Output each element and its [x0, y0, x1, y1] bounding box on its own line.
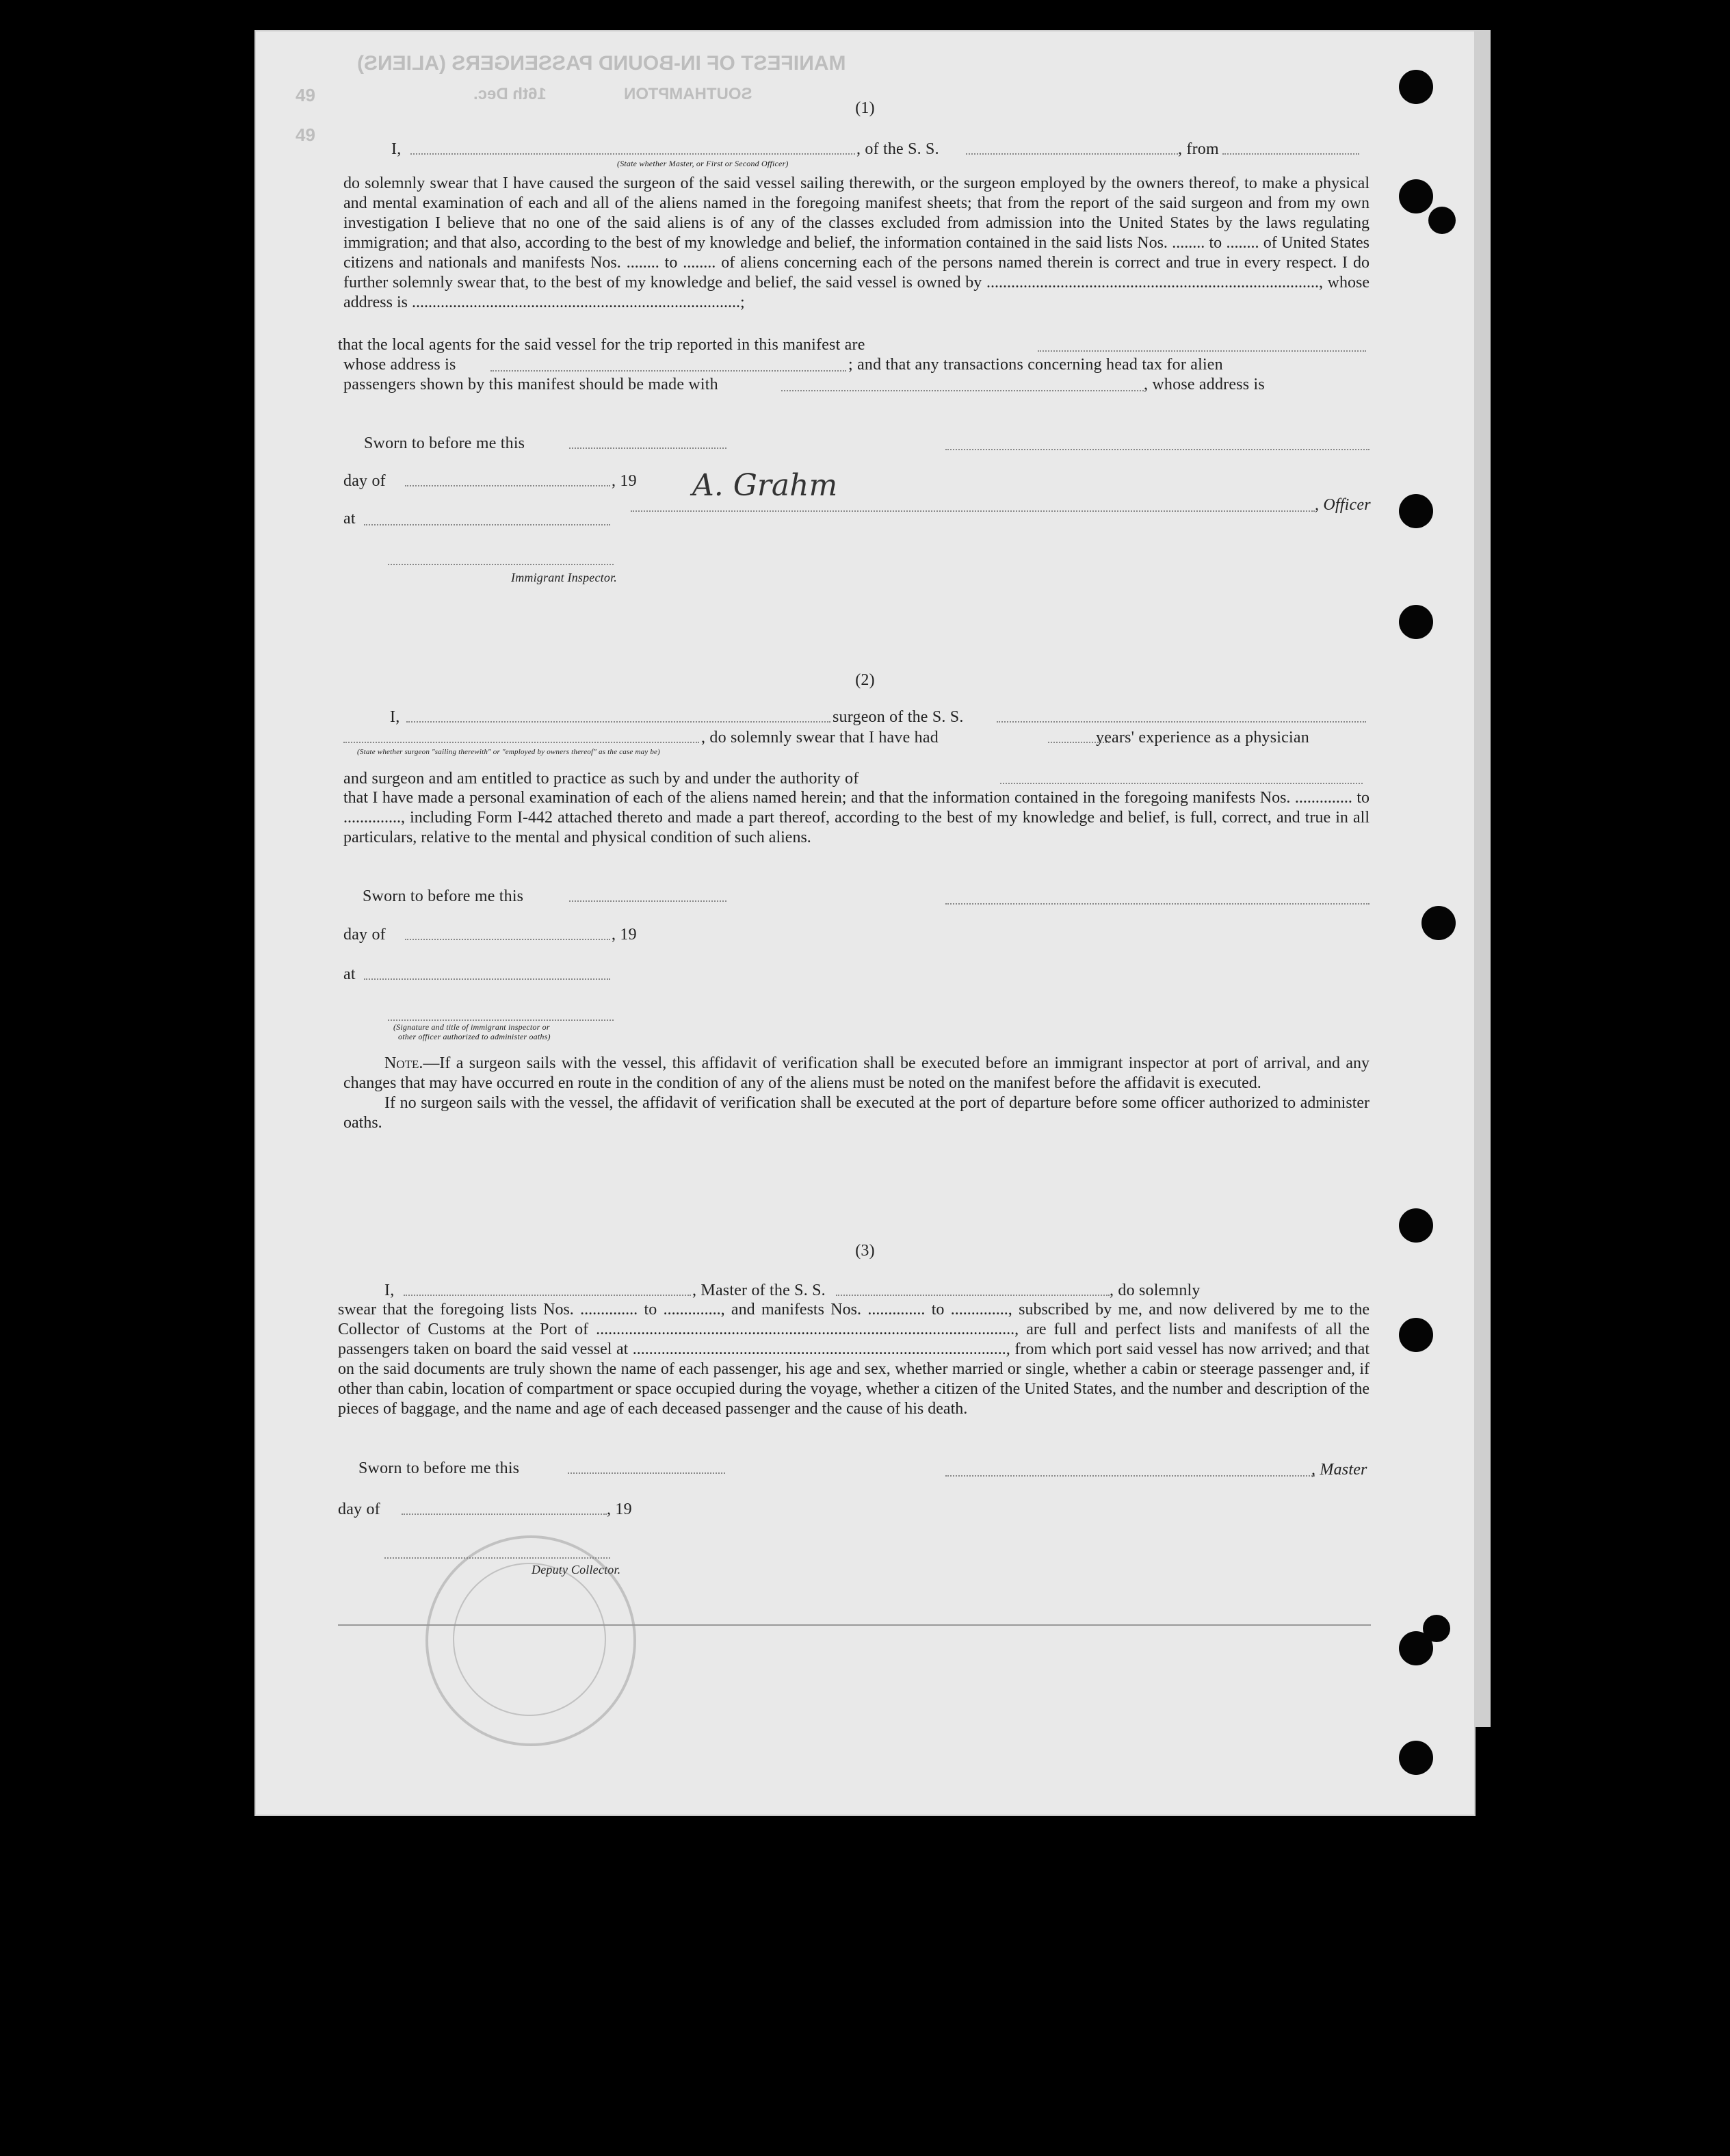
do-solemnly-label: , do solemnly: [1110, 1282, 1201, 1299]
section-2-number: (2): [855, 671, 875, 689]
customs-stamp-inner-ring: [453, 1563, 606, 1716]
of-the-ss-label: , of the S. S.: [856, 140, 939, 158]
immigrant-inspector-label: Immigrant Inspector.: [511, 571, 617, 584]
section-2-year-label: , 19: [612, 926, 637, 944]
from-label: , from: [1178, 140, 1219, 158]
surgeon-signature-line: [945, 903, 1369, 905]
binder-hole-icon: [1421, 906, 1456, 940]
section-1-oath: [343, 174, 1369, 313]
binder-hole-icon: [1423, 1615, 1450, 1642]
bleed-through-port: SOUTHAMPTON: [624, 85, 752, 103]
section-2-i: I,: [390, 708, 400, 726]
whose-address-is-text: , whose address is: [1144, 376, 1265, 393]
master-label: , Master: [1311, 1461, 1367, 1479]
officer-signature-line: [631, 510, 1315, 512]
section-2-day-line: [405, 939, 610, 940]
section-2-vessel-line: [997, 721, 1366, 723]
binder-hole-icon: [1399, 605, 1433, 639]
section-3-number: (3): [855, 1242, 875, 1260]
head-tax-text: ; and that any transactions concerning head tax for alien: [848, 356, 1223, 374]
agents-address-line: [490, 370, 846, 372]
head-tax-contact-line: [781, 390, 1144, 391]
bleed-through-date: 16th Dec.: [473, 85, 547, 103]
section-2-sworn-label: Sworn to before me this: [363, 887, 524, 905]
bleed-through-title: MANIFEST OF IN-BOUND PASSENGERS (ALIENS): [357, 52, 846, 75]
section-1-day-line: [405, 485, 610, 486]
passengers-shown-text: passengers shown by this manifest should be made with: [343, 376, 718, 393]
surgeon-of-label: surgeon of the S. S.: [833, 708, 964, 726]
section-1-day-label: day of: [343, 472, 386, 490]
surgeon-status-line: [343, 742, 699, 743]
section-2-at-line: [364, 978, 610, 980]
note-text: If a surgeon sails with the vessel, this affidavit of verification shall be executed before an immigrant inspector at port of arrival, and any changes that may have occurred en route in the condition of any of the aliens must be noted on the manifest before the affidavit is executed.: [343, 1054, 1369, 1092]
section-1-body: do solemnly swear that I have caused the surgeon of the said vessel sailing therewith, or the surgeon employed by the owners thereof, to make a physical and mental examination of each and all of the aliens named in the foregoing manifest sheets; that from the report of the said surgeon and from my own investigation I believe that no one of the said aliens is of any of the classes excluded from admission into the United States by the laws regulating immigration; and that also, according to the best of my knowledge and belief, the information contained in the said lists Nos. ........ to ........ of United States citizens and nationals and manifests Nos. ........ to ........ of aliens concerning each of the persons named therein is correct and true in every respect. I do further solemnly swear that, to the best of my knowledge and belief, the said vessel is owned by ................................................................................., whose address is ................................................................................;: [343, 174, 1369, 311]
binder-hole-icon: [1399, 494, 1433, 528]
section-2-body: that I have made a personal examination of each of the aliens named herein; and that the information contained in the foregoing manifests Nos. .............. to .............., including Form I-442 attached thereto and made a part thereof, according to the best of my knowledge and belief, is full, correct, and true in all particulars, relative to the mental and physical condition of such aliens.: [343, 789, 1369, 846]
binder-hole-icon: [1399, 1318, 1433, 1352]
master-of-label: , Master of the S. S.: [692, 1282, 826, 1299]
authority-line: [1000, 783, 1363, 784]
from-port-line: [1222, 153, 1359, 155]
local-agents-label: that the local agents for the said vessel for the trip reported in this manifest are: [338, 336, 865, 354]
note-block: Note.—If a surgeon sails with the vessel, this affidavit of verification shall be executed before an immigrant inspector at port of arrival, and any changes that may have occurred en route in the condition of any of the aliens must be noted on the manifest before the affidavit is executed. If no surgeon sails with the vessel, the affidavit of verification shall be executed at the port of departure before some officer authorized to administer oaths.: [343, 1054, 1369, 1132]
years-experience-text: years' experience as a physician: [1096, 729, 1309, 746]
master-signature-line: [945, 1475, 1315, 1477]
authority-text: and surgeon and am entitled to practice as such by and under the authority of: [343, 770, 859, 788]
officer-label: , Officer: [1315, 496, 1371, 514]
inspector-signature-line: [388, 564, 614, 565]
binder-hole-icon: [1399, 70, 1433, 104]
section-3-day-label: day of: [338, 1501, 380, 1518]
master-name-line: [404, 1295, 691, 1296]
section-1-number: (1): [855, 99, 875, 117]
section-1-at-label: at: [343, 510, 356, 528]
section-2-sworn-line: [569, 900, 726, 902]
section-3-sworn-line: [568, 1472, 725, 1474]
bleed-through-year-2: 49: [296, 125, 315, 145]
binder-hole-icon: [1428, 207, 1456, 234]
bleed-through-year: 49: [296, 85, 315, 105]
section-1-upper-sig-line: [945, 449, 1369, 450]
section-1-at-line: [364, 524, 610, 525]
section-2-inspector-line: [388, 1019, 614, 1021]
note-2-text: If no surgeon sails with the vessel, the affidavit of verification shall be executed at the port of departure before some officer authorized to administer oaths.: [343, 1094, 1369, 1132]
solemnly-swear-text: , do solemnly swear that I have had: [701, 729, 939, 746]
surgeon-caption: (State whether surgeon "sailing therewith" or "employed by owners thereof" as the case may be): [357, 748, 660, 756]
section-3-sworn-label: Sworn to before me this: [358, 1459, 520, 1477]
bottom-rule: [338, 1624, 1371, 1626]
section-3-oath: [338, 1300, 1369, 1419]
section-3-body: swear that the foregoing lists Nos. .............. to .............., and manifests Nos. .............. to .............., subscribed by me, and now delivered by me to the Collector of Customs at the Port of ......................................................................................................, are full and perfect lists and manifests of all the passengers taken on board the said vessel at ..........................................................................................., from which port said vessel has now arrived; and that on the said documents are truly shown the name of each passenger, his age and sex, whether married or single, whether a cabin or steerage passenger and, if other than cabin, location of compartment or space occupied during the voyage, whether a citizen of the United States, and the number and description of the pieces of baggage, and the name and age of each deceased passenger and the cause of his death.: [338, 1301, 1369, 1418]
section-3-day-line: [402, 1514, 607, 1515]
section-2-at-label: at: [343, 965, 356, 983]
surgeon-name-line: [406, 721, 830, 723]
section-2-day-label: day of: [343, 926, 386, 944]
section-1-sworn-line: [569, 447, 726, 449]
manifest-page: [254, 30, 1476, 1816]
agents-address-label: whose address is: [343, 356, 456, 374]
section-1-year-label: , 19: [612, 472, 637, 490]
local-agents-line: [1038, 350, 1366, 352]
section-2-oath: [343, 788, 1369, 848]
binder-hole-icon: [1399, 1741, 1433, 1775]
officer-signature: A. Grahm: [692, 468, 838, 503]
section-3-year-label: , 19: [607, 1501, 632, 1518]
binder-hole-icon: [1399, 1208, 1433, 1243]
deputy-collector-label: Deputy Collector.: [532, 1563, 621, 1576]
sig-caption-1: (Signature and title of immigrant inspector or: [393, 1022, 550, 1032]
officer-name-line: [410, 153, 855, 155]
page-edge-shadow: [1476, 30, 1491, 1727]
vessel-name-line: [966, 153, 1178, 155]
officer-caption: (State whether Master, or First or Second Officer): [617, 159, 789, 168]
section-3-i: I,: [384, 1282, 395, 1299]
section-3-vessel-line: [836, 1295, 1110, 1296]
binder-hole-icon: [1399, 179, 1433, 213]
sig-caption-2: other officer authorized to administer oaths): [398, 1032, 551, 1041]
note-label: Note.: [384, 1054, 423, 1072]
section-1-sworn-label: Sworn to before me this: [364, 434, 525, 452]
section-1-i: I,: [391, 140, 402, 158]
